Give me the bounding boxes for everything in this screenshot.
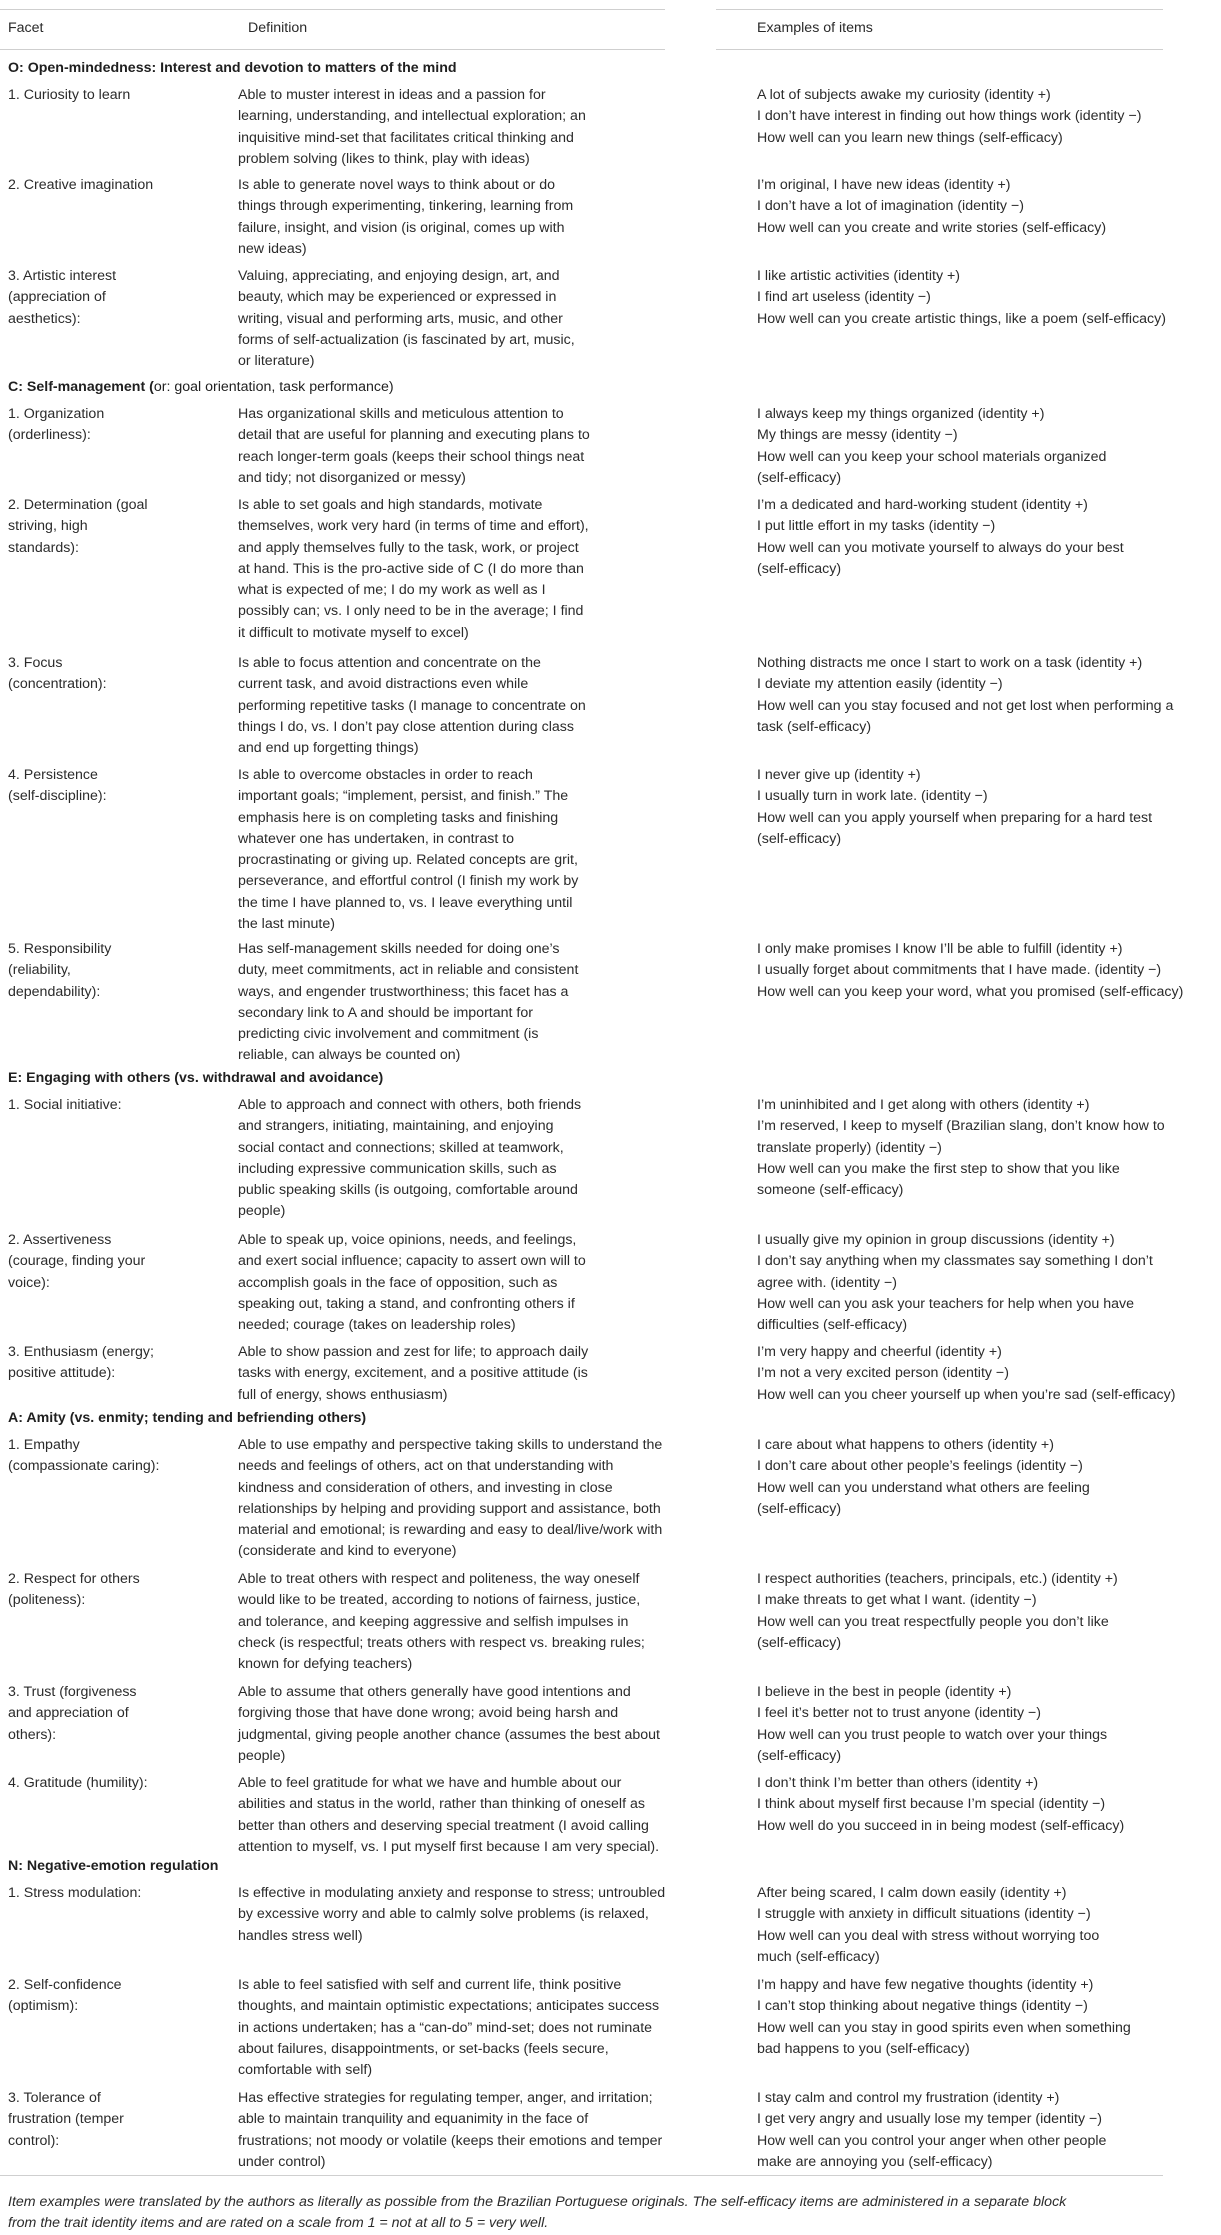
definition-cell — [238, 495, 773, 644]
definition-line: Able to assume that others generally have good intentions and — [238, 1684, 631, 1700]
examples-line: How well can you keep your school materials organized — [757, 448, 1107, 465]
facet-line: positive attitude): — [8, 1365, 116, 1382]
definition-line: thoughts, and maintain optimistic expectations; anticipates success — [238, 1998, 660, 2015]
header-examples: Examples of items — [757, 20, 873, 36]
definition-line: needs and feelings of others, act on that understanding with — [238, 1458, 614, 1475]
facet-cell — [8, 85, 208, 106]
definition-line: detail that are useful for planning and executing plans to — [238, 427, 590, 444]
definition-line: perseverance, and effortful control (I finish my work by — [238, 873, 579, 890]
definition-line: Able to show passion and zest for life; to approach daily — [238, 1344, 589, 1360]
definition-line: people) — [238, 1747, 286, 1764]
examples-line: How well can you ask your teachers for help when you have — [757, 1295, 1134, 1312]
definition-cell — [238, 1435, 773, 1563]
examples-line: How well can you create and write stories (self-efficacy) — [757, 219, 1107, 236]
facet-cell — [8, 404, 208, 447]
section-heading-bold: O: Open-mindedness: Interest and devotion to matters of the mind — [8, 60, 457, 76]
definition-line: tasks with energy, excitement, and a positive attitude (is — [238, 1365, 588, 1382]
facet-line: control): — [8, 2132, 60, 2149]
top-rule-left — [0, 9, 665, 10]
examples-cell — [757, 1569, 1217, 1654]
examples-cell — [757, 2088, 1217, 2173]
examples-cell — [757, 1435, 1217, 1520]
definition-line: secondary link to A and should be important for — [238, 1004, 533, 1021]
facet-line: (optimism): — [8, 1998, 79, 2015]
facet-line: (appreciation of — [8, 289, 106, 306]
facet-line: 2. Creative imagination — [8, 177, 154, 193]
facet-line: 5. Responsibility — [8, 941, 112, 957]
examples-line: I care about what happens to others (identity +) — [757, 1437, 1054, 1453]
examples-line: difficulties (self-efficacy) — [757, 1317, 908, 1334]
definition-line: emphasis here is on completing tasks and finishing — [238, 809, 559, 826]
section-heading-bold: A: Amity (vs. enmity; tending and befriending others) — [8, 1410, 367, 1426]
table-footnote — [8, 2192, 1198, 2235]
definition-cell — [238, 1569, 773, 1675]
definition-line: at hand. This is the pro-active side of C (I do more than — [238, 560, 584, 577]
definition-line: ways, and engender trustworthiness; this facet has a — [238, 983, 569, 1000]
definition-cell — [238, 1095, 773, 1223]
examples-cell — [757, 765, 1217, 850]
definition-line: and tidy; not disorganized or messy) — [238, 469, 466, 486]
examples-line: (self-efficacy) — [757, 830, 842, 847]
examples-line: How well can you create artistic things, like a poem (self-efficacy) — [757, 310, 1166, 327]
definition-line: Valuing, appreciating, and enjoying design, art, and — [238, 268, 560, 284]
examples-line: agree with. (identity −) — [757, 1274, 897, 1291]
definition-line: Able to muster interest in ideas and a passion for — [238, 87, 546, 103]
examples-line: I’m happy and have few negative thoughts (identity +) — [757, 1977, 1094, 1993]
definition-line: (considerate and kind to everyone) — [238, 1543, 457, 1560]
facet-line: aesthetics): — [8, 310, 81, 327]
facet-line: 2. Determination (goal — [8, 497, 148, 513]
examples-line: I don’t have a lot of imagination (identity −) — [757, 198, 1024, 215]
section-heading-bold: N: Negative-emotion regulation — [8, 1858, 219, 1874]
definition-line: accomplish goals in the face of opposition, such as — [238, 1274, 558, 1291]
examples-line: someone (self-efficacy) — [757, 1182, 904, 1199]
definition-line: Is able to focus attention and concentrate on the — [238, 655, 541, 671]
facet-cell — [8, 495, 208, 559]
examples-line: I only make promises I know I’ll be able to fulfill (identity +) — [757, 941, 1123, 957]
facet-line: 3. Focus — [8, 655, 63, 671]
definition-cell — [238, 2088, 773, 2173]
definition-line: problem solving (likes to think, play with ideas) — [238, 150, 530, 167]
facet-line: 4. Gratitude (humility): — [8, 1775, 148, 1791]
facet-line: 1. Organization — [8, 406, 105, 422]
definition-line: and tolerance, and keeping aggressive and selfish impulses in — [238, 1613, 629, 1630]
examples-line: I think about myself first because I’m special (identity −) — [757, 1796, 1106, 1813]
definition-line: comfortable with self) — [238, 2062, 373, 2079]
section-heading — [8, 377, 394, 398]
definition-line: and end up forgetting things) — [238, 740, 419, 757]
section-heading — [8, 1856, 218, 1877]
examples-line: (self-efficacy) — [757, 469, 842, 486]
definition-line: failure, insight, and vision (is original, comes up with — [238, 219, 565, 236]
definition-line: possibly can; vs. I only need to be in the average; I find — [238, 603, 584, 620]
examples-line: I make threats to get what I want. (identity −) — [757, 1592, 1037, 1609]
examples-line: My things are messy (identity −) — [757, 427, 958, 444]
facet-line: 2. Self-confidence — [8, 1977, 122, 1993]
section-heading — [8, 1068, 383, 1089]
definition-line: reach longer-term goals (keeps their school things neat — [238, 448, 585, 465]
definition-line: Is effective in modulating anxiety and response to stress; untroubled — [238, 1885, 666, 1901]
definition-cell — [238, 1883, 773, 1947]
section-heading-bold: E: Engaging with others (vs. withdrawal and avoidance) — [8, 1070, 384, 1086]
definition-line: Able to treat others with respect and politeness, the way oneself — [238, 1571, 640, 1587]
definition-line: and exert social influence; capacity to assert own will to — [238, 1253, 586, 1270]
examples-cell — [757, 175, 1217, 239]
examples-line: (self-efficacy) — [757, 1634, 842, 1651]
facet-line: 1. Empathy — [8, 1437, 80, 1453]
definition-line: writing, visual and performing arts, music, and other — [238, 310, 563, 327]
definition-line: Able to speak up, voice opinions, needs, and feelings, — [238, 1232, 577, 1248]
facet-line: (courage, finding your — [8, 1253, 146, 1270]
definition-line: able to maintain tranquility and equanimity in the face of — [238, 2111, 589, 2128]
definition-cell — [238, 939, 773, 1067]
facet-line: dependability): — [8, 983, 101, 1000]
definition-line: procrastinating or giving up. Related concepts are grit, — [238, 852, 578, 869]
examples-line: bad happens to you (self-efficacy) — [757, 2040, 970, 2057]
definition-line: people) — [238, 1203, 286, 1220]
examples-line: A lot of subjects awake my curiosity (identity +) — [757, 87, 1051, 103]
examples-line: I don’t care about other people’s feelings (identity −) — [757, 1458, 1083, 1475]
definition-line: about failures, disappointments, or set-backs (feels secure, — [238, 2040, 609, 2057]
definition-line: check (is respectful; treats others with respect vs. breaking rules; — [238, 1634, 645, 1651]
definition-line: things through experimenting, tinkering, learning from — [238, 198, 574, 215]
definition-line: speaking out, taking a stand, and confronting others if — [238, 1295, 575, 1312]
examples-line: I’m uninhibited and I get along with others (identity +) — [757, 1097, 1090, 1113]
definition-line: important goals; “implement, persist, and finish.” The — [238, 788, 569, 805]
definition-line: and apply themselves fully to the task, work, or project — [238, 539, 579, 556]
facet-cell — [8, 1569, 208, 1612]
examples-line: I struggle with anxiety in difficult situations (identity −) — [757, 1906, 1091, 1923]
facet-line: 3. Enthusiasm (energy; — [8, 1344, 154, 1360]
examples-line: How well can you keep your word, what you promised (self-efficacy) — [757, 983, 1184, 1000]
examples-line: I’m a dedicated and hard-working student (identity +) — [757, 497, 1088, 513]
facet-cell — [8, 1773, 208, 1794]
definition-line: Able to approach and connect with others, both friends — [238, 1097, 582, 1113]
examples-line: I always keep my things organized (identity +) — [757, 406, 1045, 422]
facet-line: 3. Trust (forgiveness — [8, 1684, 137, 1700]
definition-line: beauty, which may be experienced or expressed in — [238, 289, 557, 306]
examples-line: I get very angry and usually lose my temper (identity −) — [757, 2111, 1102, 2128]
examples-line: How well can you learn new things (self-efficacy) — [757, 129, 1063, 146]
examples-line: Nothing distracts me once I start to work on a task (identity +) — [757, 655, 1143, 671]
facet-cell — [8, 175, 208, 196]
examples-line: I usually give my opinion in group discussions (identity +) — [757, 1232, 1115, 1248]
examples-line: (self-efficacy) — [757, 1747, 842, 1764]
definition-line: the time I have planned to, vs. I leave everything until — [238, 894, 573, 911]
examples-line: I like artistic activities (identity +) — [757, 268, 961, 284]
examples-line: (self-efficacy) — [757, 1500, 842, 1517]
examples-line: I put little effort in my tasks (identity −) — [757, 518, 996, 535]
examples-line: How well do you succeed in in being modest (self-efficacy) — [757, 1817, 1125, 1834]
bottom-rule — [0, 2175, 1163, 2176]
header-facet: Facet — [8, 20, 44, 36]
definition-line: attention to myself, vs. I put myself first because I am very special). — [238, 1838, 660, 1855]
examples-line: much (self-efficacy) — [757, 1948, 880, 1965]
facet-line: and appreciation of — [8, 1705, 129, 1722]
examples-cell — [757, 404, 1217, 489]
definition-cell — [238, 404, 773, 489]
definition-cell — [238, 1682, 773, 1767]
examples-line: I’m reserved, I keep to myself (Brazilian slang, don’t know how to — [757, 1118, 1165, 1135]
definition-cell — [238, 765, 773, 935]
examples-line: (self-efficacy) — [757, 560, 842, 577]
examples-line: I’m original, I have new ideas (identity +) — [757, 177, 1011, 193]
examples-line: How well can you make the first step to show that you like — [757, 1160, 1120, 1177]
examples-line: I never give up (identity +) — [757, 767, 921, 783]
definition-line: learning, understanding, and intellectual exploration; an — [238, 108, 586, 125]
definition-line: forgiving those that have done wrong; avoid being harsh and — [238, 1705, 619, 1722]
definition-line: forms of self-actualization (is fascinated by art, music, — [238, 331, 575, 348]
facet-cell — [8, 1230, 208, 1294]
facet-line: voice): — [8, 1274, 50, 1291]
facet-line: standards): — [8, 539, 79, 556]
definition-line: Is able to generate novel ways to think about or do — [238, 177, 556, 193]
examples-cell — [757, 1095, 1217, 1201]
definition-line: by excessive worry and able to calmly solve problems (is relaxed, — [238, 1906, 649, 1923]
examples-cell — [757, 1975, 1217, 2060]
definition-line: including expressive communication skills, such as — [238, 1160, 557, 1177]
facet-line: striving, high — [8, 518, 88, 535]
examples-line: How well can you control your anger when other people — [757, 2132, 1107, 2149]
definition-line: public speaking skills (is outgoing, comfortable around — [238, 1182, 578, 1199]
examples-line: How well can you stay in good spirits even when something — [757, 2019, 1131, 2036]
facet-line: (reliability, — [8, 962, 71, 979]
examples-line: After being scared, I calm down easily (identity +) — [757, 1885, 1067, 1901]
definition-cell — [238, 653, 773, 759]
definition-line: it difficult to motivate myself to excel) — [238, 624, 469, 641]
facet-line: (politeness): — [8, 1592, 86, 1609]
header-definition: Definition — [248, 20, 308, 36]
top-rule-right — [716, 9, 1163, 10]
examples-line: I don’t say anything when my classmates say something I don’t — [757, 1253, 1153, 1270]
definition-line: judgmental, giving people another chance (assumes the best about — [238, 1726, 660, 1743]
examples-line: How well can you stay focused and not get lost when performing a — [757, 697, 1174, 714]
definition-line: better than others and deserving special treatment (I avoid calling — [238, 1817, 649, 1834]
facet-cell — [8, 1682, 208, 1746]
examples-cell — [757, 1342, 1217, 1406]
definition-line: duty, meet commitments, act in reliable and consistent — [238, 962, 579, 979]
definition-line: Is able to feel satisfied with self and current life, think positive — [238, 1977, 622, 1993]
definition-line: or literature) — [238, 353, 315, 370]
examples-line: I stay calm and control my frustration (identity +) — [757, 2090, 1060, 2106]
definition-line: Is able to set goals and high standards, motivate — [238, 497, 543, 513]
facet-line: (self-discipline): — [8, 788, 107, 805]
facet-line: (compassionate caring): — [8, 1458, 160, 1475]
definition-line: themselves, work very hard (in terms of time and effort), — [238, 518, 589, 535]
definition-line: whatever one has undertaken, in contrast to — [238, 830, 515, 847]
definition-line: what is expected of me; I do my work as well as I — [238, 582, 546, 599]
section-heading-bold: C: Self-management ( — [8, 379, 154, 395]
examples-cell — [757, 495, 1217, 580]
examples-line: How well can you cheer yourself up when you’re sad (self-efficacy) — [757, 1386, 1176, 1403]
examples-line: How well can you treat respectfully people you don’t like — [757, 1613, 1109, 1630]
definition-line: Is able to overcome obstacles in order to reach — [238, 767, 533, 783]
examples-cell — [757, 653, 1217, 738]
facet-line: 1. Curiosity to learn — [8, 87, 131, 103]
footnote-line: Item examples were translated by the authors as literally as possible from the Brazilian Portuguese originals. The self-efficacy items are administered in a separate block — [8, 2194, 1067, 2210]
examples-cell — [757, 1230, 1217, 1336]
definition-line: new ideas) — [238, 240, 307, 257]
definition-line: handles stress well) — [238, 1927, 363, 1944]
facet-cell — [8, 266, 208, 330]
examples-line: How well can you trust people to watch over your things — [757, 1726, 1108, 1743]
facet-line: 4. Persistence — [8, 767, 98, 783]
examples-cell — [757, 1883, 1217, 1968]
footnote-line: from the trait identity items and are rated on a scale from 1 = not at all to 5 = very well. — [8, 2215, 549, 2232]
examples-line: I can’t stop thinking about negative things (identity −) — [757, 1998, 1088, 2015]
section-heading-normal: or: goal orientation, task performance) — [153, 379, 394, 395]
definition-line: and strangers, initiating, maintaining, and enjoying — [238, 1118, 554, 1135]
section-heading — [8, 1408, 366, 1429]
examples-line: translate properly) (identity −) — [757, 1139, 942, 1156]
facet-line: (concentration): — [8, 676, 107, 693]
facet-line: others): — [8, 1726, 57, 1743]
definition-line: under control) — [238, 2153, 326, 2170]
facet-cell — [8, 1342, 208, 1385]
definition-line: material and emotional; is rewarding and easy to deal/live/work with — [238, 1522, 663, 1539]
definition-line: reliable, can always be counted on) — [238, 1047, 461, 1064]
facet-line: 1. Social initiative: — [8, 1097, 122, 1113]
facet-line: 2. Respect for others — [8, 1571, 140, 1587]
definition-cell — [238, 1975, 773, 2081]
definition-cell — [238, 85, 773, 170]
definition-line: social contact and connections; skilled at teamwork, — [238, 1139, 564, 1156]
definition-cell — [238, 1342, 773, 1406]
facet-line: (orderliness): — [8, 427, 91, 444]
examples-line: I find art useless (identity −) — [757, 289, 931, 306]
facet-line: 2. Assertiveness — [8, 1232, 112, 1248]
definition-line: Has self-management skills needed for doing one’s — [238, 941, 560, 957]
definition-line: full of energy, shows enthusiasm) — [238, 1386, 448, 1403]
definition-line: things I do, vs. I don’t pay close attention during class — [238, 718, 574, 735]
facet-cell — [8, 939, 208, 1003]
facet-cell — [8, 653, 208, 696]
definition-line: inquisitive mind-set that facilitates critical thinking and — [238, 129, 574, 146]
definition-line: needed; courage (takes on leadership roles) — [238, 1317, 516, 1334]
definition-line: frustrations; not moody or volatile (keeps their emotions and temper — [238, 2132, 663, 2149]
facet-line: 3. Artistic interest — [8, 268, 117, 284]
definition-line: kindness and consideration of others, and investing in close — [238, 1479, 613, 1496]
definition-line: abilities and status in the world, rather than thinking of oneself as — [238, 1796, 645, 1813]
examples-line: How well can you deal with stress without worrying too — [757, 1927, 1100, 1944]
definition-line: Able to use empathy and perspective taking skills to understand the — [238, 1437, 663, 1453]
examples-cell — [757, 939, 1217, 1003]
examples-line: How well can you motivate yourself to always do your best — [757, 539, 1124, 556]
facet-cell — [8, 1883, 208, 1904]
facet-line: 3. Tolerance of — [8, 2090, 101, 2106]
examples-line: task (self-efficacy) — [757, 718, 872, 735]
examples-line: I usually turn in work late. (identity −) — [757, 788, 988, 805]
facet-cell — [8, 2088, 208, 2152]
examples-line: I’m very happy and cheerful (identity +) — [757, 1344, 1002, 1360]
facet-line: 1. Stress modulation: — [8, 1885, 142, 1901]
definition-line: current task, and avoid distractions even while — [238, 676, 529, 693]
facet-line: frustration (temper — [8, 2111, 124, 2128]
definition-line: known for defying teachers) — [238, 1656, 413, 1673]
facet-cell — [8, 765, 208, 808]
definition-cell — [238, 266, 773, 372]
examples-line: I don’t have interest in finding out how things work (identity −) — [757, 108, 1142, 125]
header-rule-left — [0, 49, 665, 50]
header-rule-right — [716, 49, 1163, 50]
definition-line: Has organizational skills and meticulous attention to — [238, 406, 564, 422]
examples-line: make are annoying you (self-efficacy) — [757, 2153, 993, 2170]
definition-line: would like to be treated, according to notions of fairness, justice, — [238, 1592, 641, 1609]
definition-line: in actions undertaken; has a “can-do” mind-set; does not ruminate — [238, 2019, 653, 2036]
examples-line: I believe in the best in people (identity +) — [757, 1684, 1012, 1700]
definition-line: relationships by helping and providing support and assistance, both — [238, 1500, 661, 1517]
definition-cell — [238, 175, 773, 260]
definition-line: the last minute) — [238, 916, 335, 933]
examples-line: I usually forget about commitments that I have made. (identity −) — [757, 962, 1162, 979]
facet-cell — [8, 1435, 208, 1478]
examples-line: How well can you apply yourself when preparing for a hard test — [757, 809, 1153, 826]
definition-line: predicting civic involvement and commitment (is — [238, 1026, 539, 1043]
definition-cell — [238, 1773, 773, 1858]
examples-cell — [757, 266, 1217, 330]
examples-line: I respect authorities (teachers, principals, etc.) (identity +) — [757, 1571, 1118, 1587]
definition-line: Able to feel gratitude for what we have and humble about our — [238, 1775, 622, 1791]
examples-line: I deviate my attention easily (identity −) — [757, 676, 1003, 693]
section-heading — [8, 58, 457, 79]
examples-cell — [757, 1682, 1217, 1767]
facet-cell — [8, 1975, 208, 2018]
facet-cell — [8, 1095, 208, 1116]
examples-line: I’m not a very excited person (identity −) — [757, 1365, 1009, 1382]
definition-cell — [238, 1230, 773, 1336]
examples-cell — [757, 1773, 1217, 1837]
examples-line: I don’t think I’m better than others (identity +) — [757, 1775, 1039, 1791]
definition-line: performing repetitive tasks (I manage to concentrate on — [238, 697, 586, 714]
definition-line: Has effective strategies for regulating temper, anger, and irritation; — [238, 2090, 653, 2106]
examples-line: How well can you understand what others are feeling — [757, 1479, 1090, 1496]
examples-cell — [757, 85, 1217, 149]
examples-line: I feel it’s better not to trust anyone (identity −) — [757, 1705, 1042, 1722]
